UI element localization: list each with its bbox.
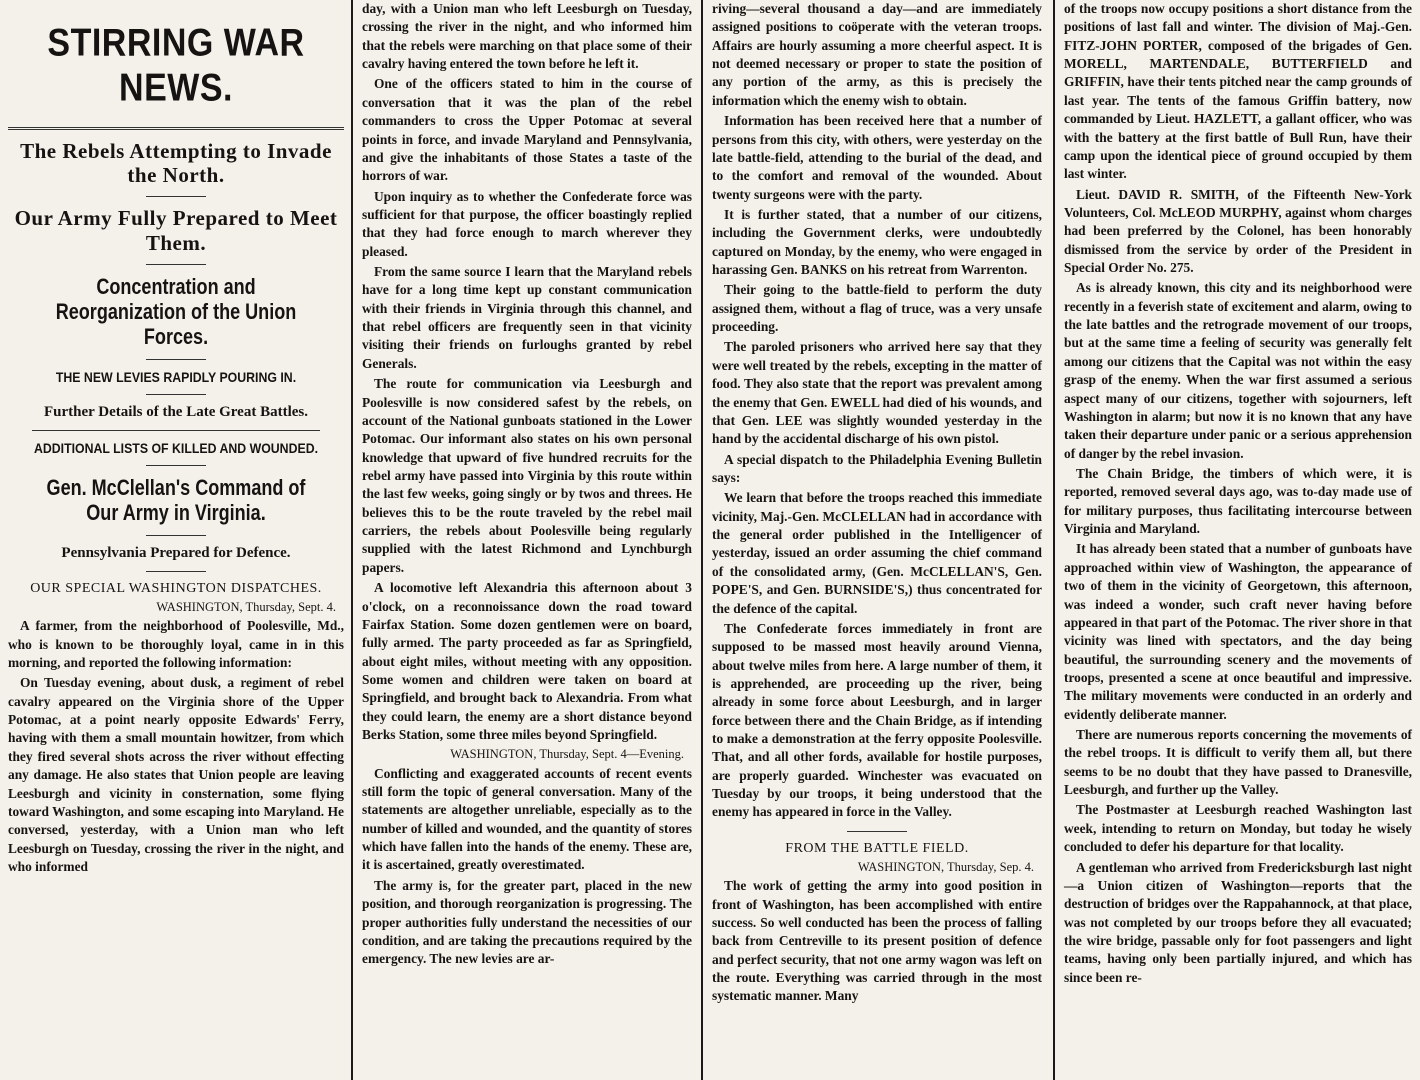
divider [146, 196, 206, 197]
article-paragraph: It has already been stated that a number of gunboats have approached within view of Washington, the appearance of two of them in the vicinity of Georgetown, this afternoon, was indeed a wonder, such craft never having before appeared in that part of the Potomac. The river shore in that vicinity was lined with spectators, and the day being beautiful, the surrounding scenery and the movements of troops, presented a scene at once beautiful and impressive. The military movements were conducted in an orderly and evidently deliberate manner. [1064, 541, 1412, 722]
dateline: WASHINGTON, Thursday, Sept. 4. [156, 600, 336, 615]
article-paragraph: A farmer, from the neighborhood of Poolesville, Md., who is known to be thoroughly loyal, came in in this morning, and reported the following information: [8, 618, 344, 670]
article-paragraph: A special dispatch to the Philadelphia Evening Bulletin says: [712, 451, 1042, 485]
divider [8, 127, 344, 130]
divider [146, 264, 206, 265]
article-paragraph: of the troops now occupy positions a short distance from the positions of last fall and winter. The division of Maj.-Gen. FITZ-JOHN PORTER, composed of the brigades of Gen. MORELL, MARTENDALE, BUTTERFIELD and GRIFFIN, have their tents pitched near the camp grounds of last year. The tents of the famous Griffin battery, now commanded by Lieut. HAZLETT, a gallant officer, who was with the battery at the first battle of Bull Run, have their camp upon the identical piece of ground occupied by them last winter. [1064, 1, 1412, 182]
subheadline: Concentration and Reorganization of the Union Forces. [55, 273, 297, 350]
article-paragraph: There are numerous reports concerning the movements of the rebel troops. It is difficult to verify them all, but there seems to be no doubt that they have passed to Dranesville, Leesburgh, and further up the Valley. [1064, 727, 1412, 798]
subheadline: The Rebels Attempting to Invade the North. [20, 139, 332, 188]
subheadline: Further Details of the Late Great Battles. [44, 403, 308, 420]
article-paragraph: On Tuesday evening, about dusk, a regiment of rebel cavalry appeared on the Virginia shore of the Upper Potomac, at a point nearly opposite Edwards' Ferry, having with them a small mountain howitzer, from which they fired several shots across the river without effecting any damage. He also states that Union people are leaving Leesburgh and vicinity in consternation, some flying toward Washington, and some escaping into Maryland. He conversed, yesterday, with a Union man who left Leesburgh on Tuesday, crossing the river in the night, and who informed [8, 675, 344, 874]
column-1 [0, 0, 352, 1080]
subheadline: THE NEW LEVIES RAPIDLY POURING IN. [55, 368, 297, 385]
article-paragraph: riving—several thousand a day—and are immediately assigned positions to coöperate with the veteran troops. Affairs are hourly assuming a more cheerful aspect. It is not deemed necessary or proper to state the position of any portion of the army, as this is precisely the information which the enemy wish to obtain. [712, 1, 1042, 108]
article-paragraph: Conflicting and exaggerated accounts of recent events still form the topic of general conversation. Many of the statements are altogether unreliable, especially as to the number of killed and wounded, and the quantity of stores which have fallen into the hands of the enemy. These are, it is ascertained, greatly overestimated. [362, 765, 692, 873]
subheadline: Pennsylvania Prepared for Defence. [61, 544, 291, 561]
article-paragraph: The work of getting the army into good position in front of Washington, has been accomplished with entire success. So well conducted has been the process of falling back from Centreville to its present position of defence and perfect security, that not one army wagon was left on the route. Everything was carried through in the most systematic manner. Many [712, 878, 1042, 1004]
divider [146, 394, 206, 395]
article-paragraph: From the same source I learn that the Maryland rebels have for a long time kept up constant communication with their friends in Virginia through this channel, and that rebel officers are frequently seen in that vicinity visiting their friends on furloughs granted by rebel Generals. [362, 264, 692, 371]
article-paragraph: A locomotive left Alexandria this afternoon about 3 o'clock, on a reconnoissance down the road toward Fairfax Station. Some dozen gentlemen were on board, fully armed. The party proceeded as far as Springfield, about eight miles, without meeting with any opposition. Some women and children were taken on board at Springfield, and brought back to Alexandria. From what they could learn, the enemy are a short distance beyond Berks Station, some three miles beyond Springfield. [362, 580, 692, 743]
divider [146, 359, 206, 360]
main-headline: STIRRING WAR NEWS. [47, 21, 305, 110]
article-paragraph: The Chain Bridge, the timbers of which were, it is reported, removed several days ago, was to-day made use of for military purposes, thus facilitating intercourse between Virginia and Maryland. [1064, 465, 1412, 537]
article-paragraph: The Confederate forces immediately in front are supposed to be massed most heavily around Vienna, about twelve miles from here. A large number of them, it is apprehended, are proceeding up the river, being already in some force about Leesburgh, and in larger force between there and the Chain Bridge, as if intending to make a demonstration at the ferry opposite Poolesville. That, and all other fords, available for hostile purposes, are properly guarded. Winchester was evacuated on Tuesday by our troops, it being understood that the enemy has appeared in force in the Valley. [712, 620, 1042, 820]
divider [146, 465, 206, 466]
subheadline: Gen. McClellan's Command of Our Army in Virginia. [46, 475, 306, 526]
subheadline: Our Army Fully Prepared to Meet Them. [14, 206, 338, 255]
column-4 [1056, 0, 1420, 1080]
divider [32, 430, 321, 431]
article-paragraph: The route for communication via Leesburgh and Poolesville is now considered safest by the rebels, on account of the National gunboats stationed in the Lower Potomac. Our informant also states on his own personal knowledge that upward of five hundred recruits for the rebel army have passed into Virginia by this route within the last few weeks, going singly or by twos and threes. He believes this to be the route traveled by the rebel mail carriers, the rebels about Poolesville being regularly supplied with the latest Richmond and Lynchburgh papers. [362, 376, 692, 575]
divider [146, 571, 206, 572]
section-heading: OUR SPECIAL WASHINGTON DISPATCHES. [30, 580, 322, 596]
dateline: WASHINGTON, Thursday, Sept. 4—Evening. [450, 747, 684, 762]
section-heading: FROM THE BATTLE FIELD. [785, 840, 969, 856]
article-paragraph: It is further stated, that a number of our citizens, including the Government clerks, were undoubtedly captured on Monday, by the enemy, who were engaged in harassing Gen. BANKS on his retreat from Warrenton. [712, 206, 1042, 278]
article-paragraph: Their going to the battle-field to perform the duty assigned them, without a flag of truce, was a very unsafe proceeding. [712, 282, 1042, 335]
article-paragraph: Information has been received here that a number of persons from this city, with others, were yesterday on the late battle-field, attending to the burial of the dead, and to the comfort and removal of the wounded. About twenty surgeons were with the party. [712, 113, 1042, 202]
article-paragraph: We learn that before the troops reached this immediate vicinity, Maj.-Gen. McCLELLAN had in accordance with the general order published in the Intelligencer of yesterday, issued an order assuming the chief command of the consolidated army, (Gen. McCLELLAN'S, Gen. POPE'S, and Gen. BURNSIDE'S,) thus concentrated for the defence of the capital. [712, 490, 1042, 616]
article-paragraph: day, with a Union man who left Leesburgh on Tuesday, crossing the river in the night, and who informed him that the rebels were marching on that place some of their cavalry having entered the town before he left it. [362, 1, 692, 72]
dateline: WASHINGTON, Thursday, Sep. 4. [857, 859, 1034, 874]
column-rule [1053, 0, 1055, 1080]
article-paragraph: The paroled prisoners who arrived here say that they were well treated by the rebels, excepting in the matter of food. They also state that the report was prevalent among the enemy that Gen. EWELL had died of his wounds, and that Gen. LEE was slightly wounded yesterday in the hand by the accidental discharge of his own pistol. [712, 339, 1042, 447]
divider [847, 831, 907, 832]
article-paragraph: A gentleman who arrived from Fredericksburgh last night—a Union citizen of Washington—reports that the destruction of bridges over the Rappahannock, at that place, was not completed by our troops before they all evacuated; the wire bridge, passable only for foot passengers and light teams, having only been partially injured, and which has since been re- [1064, 859, 1412, 985]
column-rule [701, 0, 703, 1080]
subheadline: ADDITIONAL LISTS OF KILLED AND WOUNDED. [33, 439, 319, 456]
article-paragraph: As is already known, this city and its neighborhood were recently in a feverish state of excitement and alarm, owing to the late battles and the retrograde movement of our troops, but at the same time a feeling of security was generally felt among our citizens that the Capital was not within the easy grasp of the enemy. When the war first assumed a serious aspect many of our citizens, together with sojourners, left Washington in alarm; but now it is no known that any have taken their departure under panic or a serious apprehension of danger by the rebel invasion. [1064, 280, 1412, 461]
column-3 [704, 0, 1050, 1080]
article-paragraph: One of the officers stated to him in the course of conversation that it was the plan of the rebel commanders to cross the Upper Potomac at several points in force, and invade Maryland and Pennsylvania, and give the inhabitants of those States a taste of the horrors of war. [362, 76, 692, 184]
column-2 [354, 0, 700, 1080]
article-paragraph: Lieut. DAVID R. SMITH, of the Fifteenth New-York Volunteers, Col. McLEOD MURPHY, against whom charges had been preferred by the Colonel, has been honorably dismissed from the service by order of the President in Special Order No. 275. [1064, 186, 1412, 276]
article-paragraph: Upon inquiry as to whether the Confederate force was sufficient for that purpose, the officer boastingly replied that they had force enough to march wherever they pleased. [362, 188, 692, 259]
divider [146, 535, 206, 536]
article-paragraph: The army is, for the greater part, placed in the new position, and thorough reorganization is progressing. The proper authorities fully understand the necessities of our condition, and are taking the precautions required by the emergency. The new levies are ar- [362, 877, 692, 967]
article-paragraph: The Postmaster at Leesburgh reached Washington last week, intending to return on Monday, but today he wisely concluded to defer his departure for that locality. [1064, 802, 1412, 855]
